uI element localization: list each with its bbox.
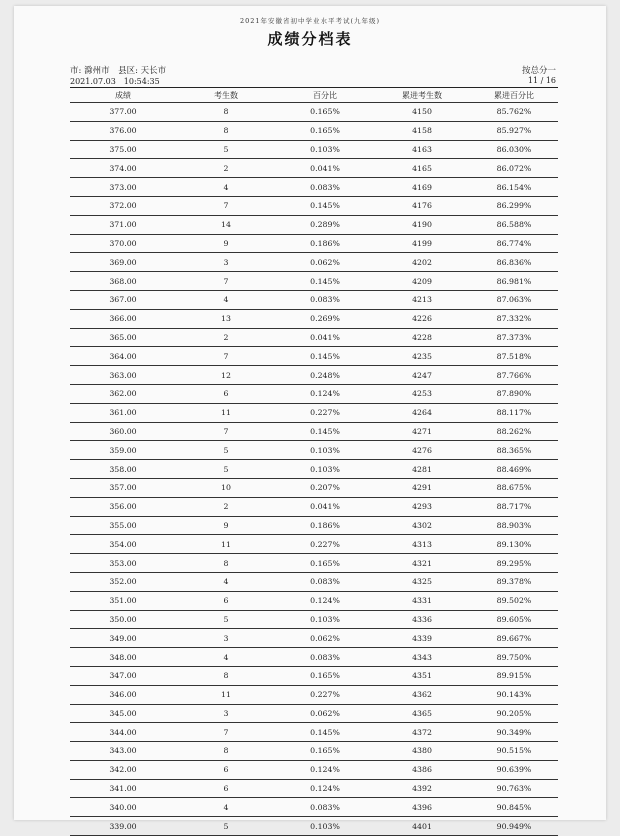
cell-percent: 0.124%	[310, 765, 340, 775]
header-percent: 百分比	[313, 90, 337, 100]
cell-cumulative-count: 4163	[412, 144, 432, 154]
datetime-label: 2021.07.03 10:54:35	[70, 77, 160, 86]
cell-count: 13	[221, 314, 231, 324]
cell-count: 6	[223, 784, 229, 794]
cell-count: 8	[223, 671, 229, 681]
cell-percent: 0.145%	[310, 727, 340, 737]
cell-cumulative-count: 4362	[412, 690, 432, 700]
cell-score: 349.00	[109, 633, 137, 643]
cell-cumulative-count: 4325	[412, 577, 432, 587]
cell-percent: 0.124%	[310, 389, 340, 399]
cell-cumulative-count: 4158	[412, 126, 432, 136]
cell-score: 357.00	[109, 483, 137, 493]
cell-cumulative-percent: 86.030%	[496, 144, 532, 154]
cell-percent: 0.207%	[310, 483, 340, 493]
cell-cumulative-count: 4321	[412, 558, 432, 568]
header-cumulative-count: 累进考生数	[402, 90, 442, 100]
cell-cumulative-percent: 90.763%	[496, 784, 532, 794]
table-row	[70, 667, 558, 686]
cell-count: 5	[223, 464, 229, 474]
cell-cumulative-count: 4386	[412, 765, 432, 775]
cell-percent: 0.227%	[310, 539, 340, 549]
cell-cumulative-count: 4293	[412, 502, 432, 512]
cell-percent: 0.124%	[310, 596, 340, 606]
cell-score: 376.00	[109, 126, 137, 136]
cell-percent: 0.248%	[310, 370, 340, 380]
cell-cumulative-count: 4392	[412, 784, 432, 794]
cell-score: 360.00	[109, 426, 137, 436]
cell-cumulative-percent: 90.349%	[496, 727, 532, 737]
cell-cumulative-count: 4235	[412, 351, 432, 361]
table-row	[70, 310, 558, 329]
cell-cumulative-count: 4213	[412, 295, 432, 305]
cell-score: 375.00	[109, 144, 137, 154]
cell-cumulative-count: 4276	[412, 445, 432, 455]
table-row	[70, 235, 558, 254]
cell-score: 340.00	[109, 802, 137, 812]
cell-percent: 0.124%	[310, 784, 340, 794]
cell-count: 8	[223, 746, 229, 756]
table-row	[70, 178, 558, 197]
cell-count: 6	[223, 765, 229, 775]
cell-percent: 0.062%	[310, 708, 340, 718]
cell-cumulative-count: 4169	[412, 182, 432, 192]
table-row	[70, 366, 558, 385]
cell-count: 2	[223, 163, 229, 173]
cell-cumulative-percent: 88.717%	[496, 502, 532, 512]
cell-cumulative-count: 4226	[412, 314, 432, 324]
cell-cumulative-percent: 89.502%	[496, 596, 532, 606]
header-count: 考生数	[214, 90, 238, 100]
cell-percent: 0.145%	[310, 276, 340, 286]
cell-cumulative-percent: 86.981%	[496, 276, 532, 286]
cell-cumulative-percent: 88.117%	[496, 408, 532, 418]
cell-percent: 0.165%	[310, 746, 340, 756]
cell-cumulative-count: 4380	[412, 746, 432, 756]
cell-percent: 0.165%	[310, 107, 340, 117]
cell-count: 9	[223, 520, 229, 530]
cell-cumulative-count: 4351	[412, 671, 432, 681]
cell-cumulative-count: 4190	[412, 220, 432, 230]
cell-percent: 0.041%	[310, 163, 340, 173]
table-row	[70, 629, 558, 648]
cell-score: 373.00	[109, 182, 137, 192]
cell-cumulative-percent: 87.063%	[496, 295, 532, 305]
cell-cumulative-percent: 87.373%	[496, 332, 532, 342]
cell-cumulative-count: 4396	[412, 802, 432, 812]
cell-score: 359.00	[109, 445, 137, 455]
cell-count: 5	[223, 144, 229, 154]
table-row	[70, 798, 558, 817]
cell-cumulative-percent: 89.915%	[496, 671, 532, 681]
cell-percent: 0.145%	[310, 426, 340, 436]
table-row	[70, 385, 558, 404]
cell-cumulative-count: 4176	[412, 201, 432, 211]
cell-score: 355.00	[109, 520, 137, 530]
cell-score: 350.00	[109, 614, 137, 624]
cell-cumulative-percent: 88.262%	[496, 426, 532, 436]
cell-percent: 0.227%	[310, 408, 340, 418]
cell-count: 2	[223, 502, 229, 512]
cell-score: 366.00	[109, 314, 137, 324]
cell-score: 342.00	[109, 765, 137, 775]
cell-score: 356.00	[109, 502, 137, 512]
cell-cumulative-percent: 88.469%	[496, 464, 532, 474]
table-row	[70, 648, 558, 667]
cell-score: 358.00	[109, 464, 137, 474]
cell-percent: 0.269%	[310, 314, 340, 324]
page-title: 成绩分档表	[267, 30, 353, 48]
cell-percent: 0.145%	[310, 351, 340, 361]
exam-title: 2021年安徽省初中学业水平考试(九年级)	[239, 17, 381, 25]
cell-count: 7	[223, 426, 229, 436]
cell-count: 10	[221, 483, 231, 493]
table-row	[70, 253, 558, 272]
cell-count: 11	[221, 539, 231, 549]
cell-cumulative-count: 4165	[412, 163, 432, 173]
cell-score: 364.00	[109, 351, 137, 361]
cell-cumulative-count: 4365	[412, 708, 432, 718]
table-row	[70, 141, 558, 160]
table-row	[70, 705, 558, 724]
cell-cumulative-count: 4271	[412, 426, 432, 436]
cell-cumulative-percent: 90.143%	[496, 690, 532, 700]
cell-count: 11	[221, 690, 231, 700]
cell-cumulative-percent: 89.750%	[496, 652, 532, 662]
cell-percent: 0.083%	[310, 577, 340, 587]
cell-score: 354.00	[109, 539, 137, 549]
cell-cumulative-count: 4302	[412, 520, 432, 530]
table-row	[70, 404, 558, 423]
cell-cumulative-percent: 89.130%	[496, 539, 532, 549]
table-row	[70, 122, 558, 141]
cell-count: 6	[223, 389, 229, 399]
cell-score: 344.00	[109, 727, 137, 737]
table-row	[70, 216, 558, 235]
table-row	[70, 347, 558, 366]
table-header	[70, 88, 558, 103]
cell-count: 9	[223, 238, 229, 248]
table-row	[70, 817, 558, 836]
table-row	[70, 573, 558, 592]
cell-cumulative-percent: 86.588%	[496, 220, 532, 230]
cell-cumulative-count: 4339	[412, 633, 432, 643]
cell-percent: 0.041%	[310, 502, 340, 512]
cell-count: 6	[223, 596, 229, 606]
table-row	[70, 159, 558, 178]
cell-cumulative-count: 4372	[412, 727, 432, 737]
table-row	[70, 423, 558, 442]
cell-count: 12	[221, 370, 231, 380]
table-row	[70, 742, 558, 761]
table-row	[70, 272, 558, 291]
cell-percent: 0.103%	[310, 445, 340, 455]
table-row	[70, 723, 558, 742]
cell-cumulative-count: 4253	[412, 389, 432, 399]
cell-cumulative-percent: 86.154%	[496, 182, 532, 192]
cell-cumulative-count: 4331	[412, 596, 432, 606]
sort-label: 按总分一	[521, 66, 556, 76]
table-row	[70, 780, 558, 799]
score-table	[70, 87, 558, 836]
table-row	[70, 517, 558, 536]
cell-score: 353.00	[109, 558, 137, 568]
cell-cumulative-percent: 86.774%	[496, 238, 532, 248]
cell-score: 339.00	[109, 821, 137, 831]
cell-score: 367.00	[109, 295, 137, 305]
table-row	[70, 479, 558, 498]
cell-cumulative-percent: 86.072%	[496, 163, 532, 173]
cell-score: 347.00	[109, 671, 137, 681]
location-label: 市: 滁州市 县区: 天长市	[70, 66, 167, 76]
cell-cumulative-percent: 88.365%	[496, 445, 532, 455]
cell-percent: 0.165%	[310, 671, 340, 681]
cell-score: 370.00	[109, 238, 137, 248]
cell-percent: 0.165%	[310, 558, 340, 568]
cell-score: 371.00	[109, 220, 137, 230]
cell-cumulative-count: 4336	[412, 614, 432, 624]
table-row	[70, 441, 558, 460]
table-row	[70, 535, 558, 554]
cell-cumulative-count: 4202	[412, 257, 432, 267]
cell-score: 343.00	[109, 746, 137, 756]
cell-cumulative-count: 4343	[412, 652, 432, 662]
table-row	[70, 554, 558, 573]
cell-score: 341.00	[109, 784, 137, 794]
page-number: 11 / 16	[527, 76, 556, 85]
cell-percent: 0.103%	[310, 821, 340, 831]
cell-percent: 0.103%	[310, 614, 340, 624]
cell-percent: 0.062%	[310, 633, 340, 643]
cell-score: 368.00	[109, 276, 137, 286]
header-cumulative-percent: 累进百分比	[494, 90, 534, 100]
cell-cumulative-count: 4291	[412, 483, 432, 493]
cell-score: 369.00	[109, 257, 137, 267]
cell-cumulative-count: 4150	[412, 107, 432, 117]
table-body	[70, 103, 558, 836]
cell-cumulative-count: 4281	[412, 464, 432, 474]
cell-count: 11	[221, 408, 231, 418]
cell-percent: 0.062%	[310, 257, 340, 267]
cell-count: 4	[223, 295, 229, 305]
cell-cumulative-percent: 87.766%	[496, 370, 532, 380]
cell-count: 5	[223, 445, 229, 455]
cell-percent: 0.165%	[310, 126, 340, 136]
cell-cumulative-count: 4313	[412, 539, 432, 549]
cell-count: 8	[223, 107, 229, 117]
cell-cumulative-percent: 89.378%	[496, 577, 532, 587]
cell-percent: 0.083%	[310, 802, 340, 812]
cell-count: 4	[223, 182, 229, 192]
cell-cumulative-percent: 85.762%	[496, 107, 532, 117]
cell-score: 345.00	[109, 708, 137, 718]
document-page	[14, 6, 606, 831]
cell-percent: 0.186%	[310, 238, 340, 248]
cell-score: 346.00	[109, 690, 137, 700]
cell-count: 8	[223, 126, 229, 136]
cell-cumulative-percent: 87.518%	[496, 351, 532, 361]
cell-cumulative-count: 4199	[412, 238, 432, 248]
cell-score: 374.00	[109, 163, 137, 173]
cell-cumulative-percent: 90.205%	[496, 708, 532, 718]
cell-percent: 0.083%	[310, 182, 340, 192]
cell-percent: 0.083%	[310, 652, 340, 662]
cell-count: 7	[223, 201, 229, 211]
cell-count: 4	[223, 802, 229, 812]
table-row	[70, 197, 558, 216]
cell-cumulative-percent: 89.667%	[496, 633, 532, 643]
table-row	[70, 460, 558, 479]
cell-cumulative-percent: 89.605%	[496, 614, 532, 624]
cell-cumulative-count: 4209	[412, 276, 432, 286]
table-row	[70, 686, 558, 705]
cell-score: 348.00	[109, 652, 137, 662]
cell-count: 3	[223, 708, 229, 718]
cell-count: 5	[223, 821, 229, 831]
cell-cumulative-percent: 87.332%	[496, 314, 532, 324]
table-row	[70, 329, 558, 348]
cell-percent: 0.145%	[310, 201, 340, 211]
cell-cumulative-count: 4264	[412, 408, 432, 418]
cell-cumulative-count: 4247	[412, 370, 432, 380]
cell-count: 14	[221, 220, 231, 230]
cell-count: 3	[223, 633, 229, 643]
cell-score: 365.00	[109, 332, 137, 342]
cell-cumulative-count: 4228	[412, 332, 432, 342]
table-row	[70, 291, 558, 310]
cell-cumulative-percent: 90.639%	[496, 765, 532, 775]
table-row	[70, 103, 558, 122]
cell-score: 352.00	[109, 577, 137, 587]
cell-count: 7	[223, 727, 229, 737]
cell-count: 8	[223, 558, 229, 568]
table-row	[70, 498, 558, 517]
table-row	[70, 761, 558, 780]
cell-score: 361.00	[109, 408, 137, 418]
table-row	[70, 611, 558, 630]
cell-cumulative-percent: 90.515%	[496, 746, 532, 756]
cell-cumulative-percent: 90.845%	[496, 802, 532, 812]
cell-count: 7	[223, 351, 229, 361]
cell-percent: 0.227%	[310, 690, 340, 700]
cell-cumulative-percent: 89.295%	[496, 558, 532, 568]
cell-count: 4	[223, 652, 229, 662]
cell-percent: 0.186%	[310, 520, 340, 530]
cell-count: 2	[223, 332, 229, 342]
cell-cumulative-percent: 88.675%	[496, 483, 532, 493]
cell-percent: 0.041%	[310, 332, 340, 342]
cell-score: 377.00	[109, 107, 137, 117]
cell-cumulative-percent: 88.903%	[496, 520, 532, 530]
cell-score: 351.00	[109, 596, 137, 606]
header-score: 成绩	[115, 90, 131, 100]
cell-cumulative-percent: 90.949%	[496, 821, 532, 831]
cell-cumulative-percent: 85.927%	[496, 126, 532, 136]
cell-score: 372.00	[109, 201, 137, 211]
cell-percent: 0.083%	[310, 295, 340, 305]
cell-count: 4	[223, 577, 229, 587]
cell-score: 362.00	[109, 389, 137, 399]
cell-cumulative-count: 4401	[412, 821, 432, 831]
cell-percent: 0.289%	[310, 220, 340, 230]
cell-cumulative-percent: 86.299%	[496, 201, 532, 211]
cell-count: 7	[223, 276, 229, 286]
table-row	[70, 592, 558, 611]
cell-count: 5	[223, 614, 229, 624]
cell-score: 363.00	[109, 370, 137, 380]
cell-percent: 0.103%	[310, 464, 340, 474]
cell-cumulative-percent: 86.836%	[496, 257, 532, 267]
cell-percent: 0.103%	[310, 144, 340, 154]
cell-count: 3	[223, 257, 229, 267]
cell-cumulative-percent: 87.890%	[496, 389, 532, 399]
